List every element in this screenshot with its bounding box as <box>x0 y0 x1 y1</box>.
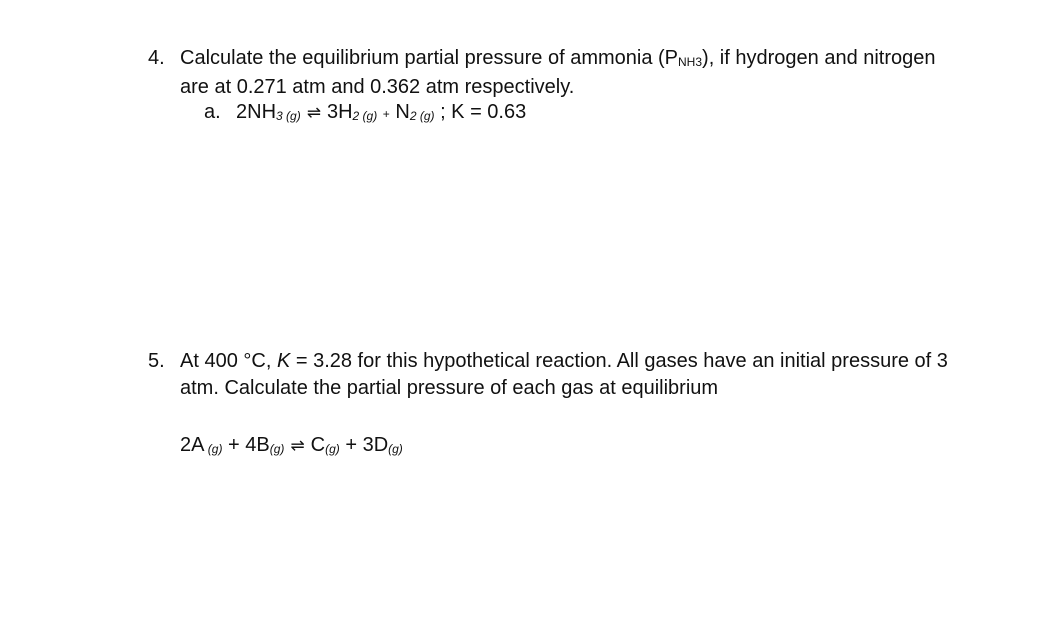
pnh3-subscript: NH3 <box>678 55 703 69</box>
equilibrium-arrow-icon: ⇌ <box>290 436 305 455</box>
question-4-text: Calculate the equilibrium partial pressure of ammonia (PNH3), if hydrogen and nitrogen are at 0.271 atm and 0.362 atm respectively. <box>180 47 936 98</box>
question-5-number: 5. <box>148 350 165 372</box>
question-4a-equation: a. 2NH3 (g) ⇌ 3H2 (g) + N2 (g) ; K = 0.63 <box>204 99 526 128</box>
question-5 <box>148 348 948 456</box>
question-5-text: At 400 °C, K = 3.28 for this hypothetical reaction. All gases have an initial pressure of 3 atm. Calculate the partial pressure of each gas at equilibrium <box>180 350 948 399</box>
question-5-equation: 2A (g) + 4B(g) ⇌ C(g) + 3D(g) <box>180 432 403 461</box>
sub-question-label: a. <box>204 101 221 123</box>
equilibrium-constant: ; K = 0.63 <box>440 101 527 123</box>
question-4 <box>148 45 948 123</box>
question-4-number: 4. <box>148 47 165 69</box>
equilibrium-arrow-icon: ⇌ <box>306 103 321 122</box>
